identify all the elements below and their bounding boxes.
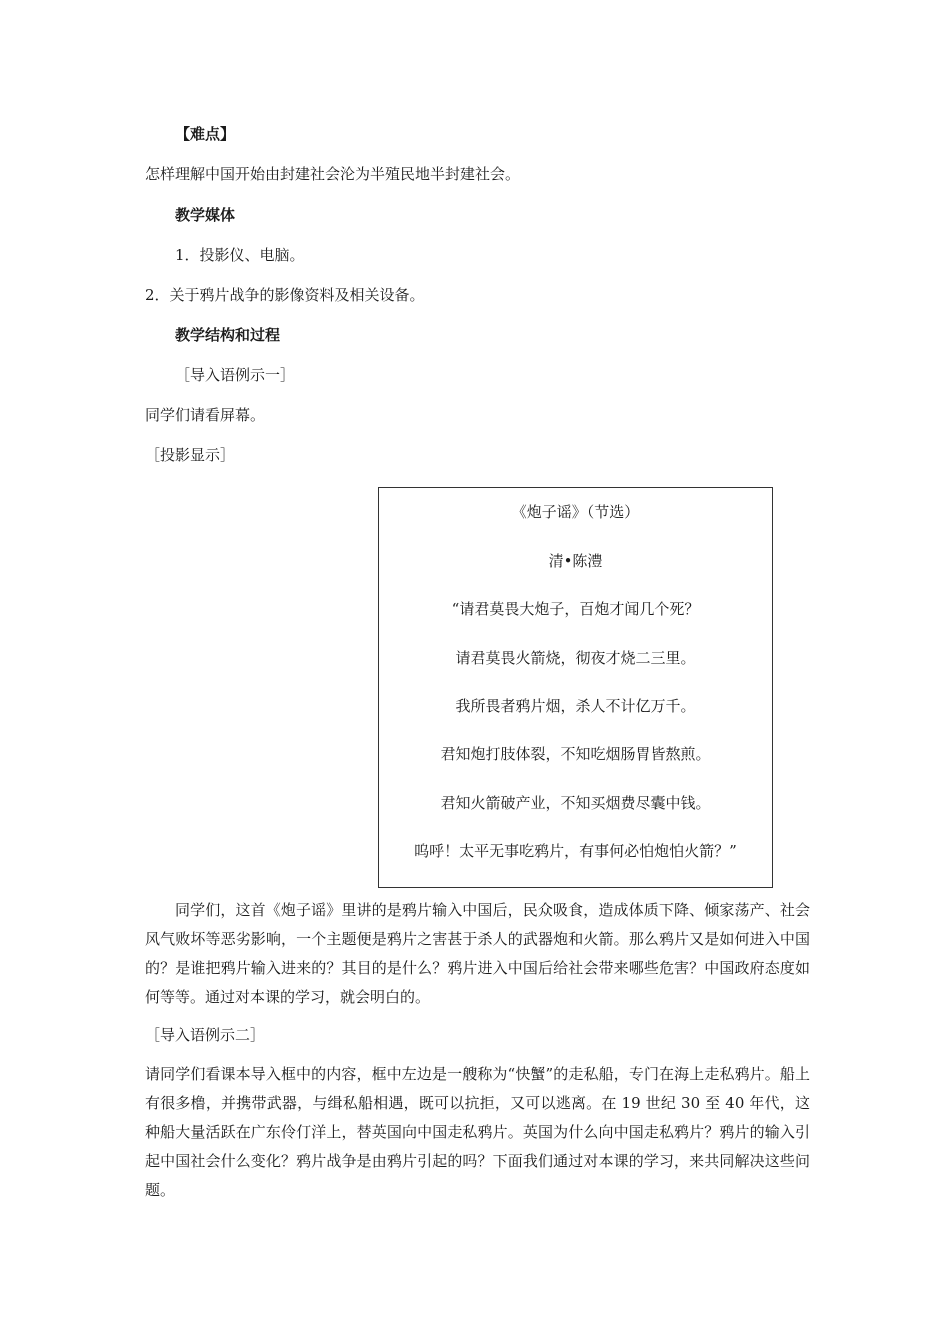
poem-title: 《炮子谣》（节选） bbox=[511, 503, 640, 521]
poem-line-4: 君知炮打肢体裂，不知吃烟肠胃皆熬煎。 bbox=[440, 745, 711, 763]
poem-author: 清•陈澧 bbox=[548, 552, 603, 570]
poem-line-3: 我所畏者鸦片烟，杀人不计亿万千。 bbox=[455, 697, 696, 715]
media-item-2: 2．关于鸦片战争的影像资料及相关设备。 bbox=[145, 286, 425, 304]
poem-line-2: 请君莫畏火箭烧，彻夜才烧二三里。 bbox=[455, 649, 696, 667]
intro1-text: 同学们请看屏幕。 bbox=[145, 406, 266, 424]
structure-heading: 教学结构和过程 bbox=[175, 326, 281, 344]
media-heading: 教学媒体 bbox=[175, 206, 236, 224]
poem-line-5: 君知火箭破产业，不知买烟费尽囊中钱。 bbox=[440, 794, 711, 812]
poem-line-1: “请君莫畏大炮子，百炮才闻几个死？ bbox=[451, 600, 700, 618]
difficulty-text: 怎样理解中国开始由封建社会沦为半殖民地半封建社会。 bbox=[145, 165, 521, 183]
poem-box bbox=[378, 487, 773, 888]
paragraph-poem-explanation: 同学们，这首《炮子谣》里讲的是鸦片输入中国后，民众吸食，造成体质下降、倾家荡产、社会风气败坏等恶劣影响，一个主题便是鸦片之害甚于杀人的武器炮和火箭。那么鸦片又是如何进入中国的？是谁把鸦片输入进来的？其目的是什么？鸦片进入中国后给社会带来哪些危害？中国政府态度如何等等。通过对本课的学习，就会明白的。 bbox=[145, 901, 810, 1006]
poem-line-6: 呜呼！太平无事吃鸦片，有事何必怕炮怕火箭？” bbox=[414, 842, 737, 860]
media-item-1: 1．投影仪、电脑。 bbox=[175, 246, 305, 264]
paragraph-smuggling-ship: 请同学们看课本导入框中的内容，框中左边是一艘称为“快蟹”的走私船，专门在海上走私鸦片。船上有很多橹，并携带武器，与缉私船相遇，既可以抗拒，又可以逃离。在 19 世纪 30 至 40 年代，这种船大量活跃在广东伶仃洋上，替英国向中国走私鸦片。英国为什么向中国走私鸦片？鸦片的输入引起中国社会什么变化？鸦片战争是由鸦片引起的吗？下面我们通过对本课的学习，来共同解决这些问题。 bbox=[145, 1065, 810, 1199]
intro1-label: ［导入语例示一］ bbox=[175, 366, 296, 384]
difficulty-heading: 【难点】 bbox=[175, 125, 236, 143]
projection-label: ［投影显示］ bbox=[145, 446, 236, 464]
intro2-label: ［导入语例示二］ bbox=[145, 1026, 266, 1044]
